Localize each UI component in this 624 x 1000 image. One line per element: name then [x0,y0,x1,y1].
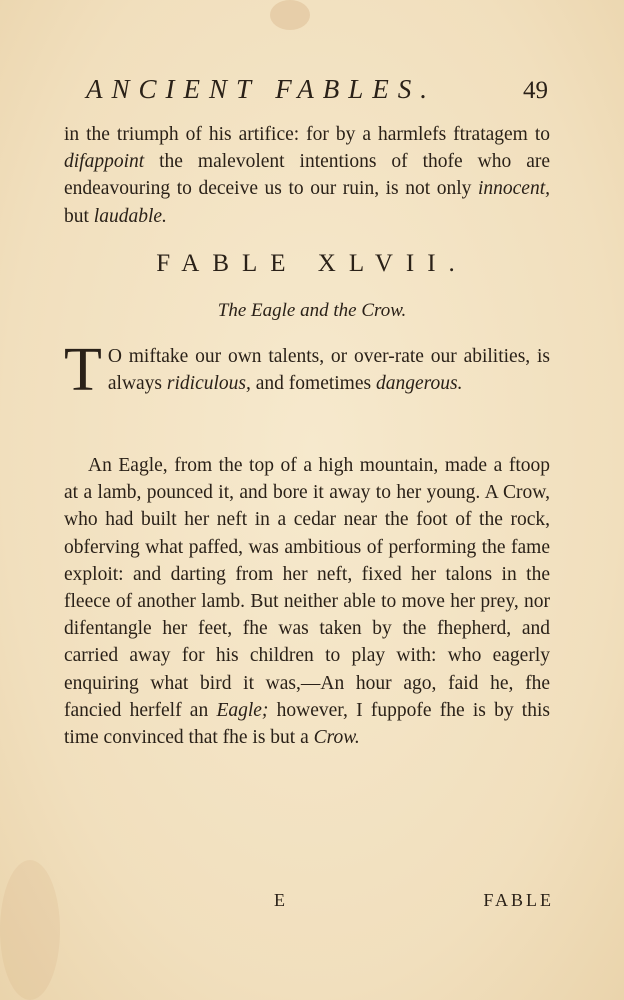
moral-text: and fometimes [250,373,376,395]
foxing-stain [0,860,60,1000]
page-number: 49 [523,77,548,104]
moral-paragraph [64,336,550,404]
fable-body [64,452,550,751]
intro-emphasis: innocent, [477,178,550,200]
signature-mark: E [274,890,285,910]
fable-number: FABLE XLVII. [156,250,468,277]
drop-cap: T [64,336,102,404]
body-emphasis: Crow. [313,727,360,749]
moral-emphasis: ridiculous, [166,373,251,395]
intro-emphasis: laudable. [93,205,167,227]
intro-paragraph [64,121,550,230]
running-head-title: ANCIENT FABLES. [86,74,437,104]
moral-text: O miftake our own talents, or over-rate our abilities, is always [107,346,550,395]
body-text: however, I fuppofe fhe is by this time convinced that fhe is but a [64,699,550,749]
intro-text: in the triumph of his artifice: for by a harmlefs ftratagem to [64,124,550,145]
body-emphasis: Eagle; [216,699,269,721]
catchword: FABLE [483,890,554,910]
foxing-stain [270,0,310,30]
body-text: An Eagle, from the top of a high mountain, made a ftoop at a lamb, pounced it, and bore it away to her young. A Crow, who had built her neft in a cedar near the foot of the rock, obferving what paffed, was ambitious of performing the fame exploit: and darting from her neft, fixed her talons in the fleece of another lamb. But neither able to move her prey, nor difentangle her feet, fhe was taken by the fhepherd, and carried away for his children to play with: who eagerly enquiring what bird it was,—An hour ago, faid he, fhe fancied herfelf an [64,455,550,721]
intro-text: but [64,205,94,227]
moral-emphasis: dangerous. [375,373,463,395]
intro-text: the malevolent intentions of thofe who are endeavouring to deceive us to our ruin, is not only [64,151,550,200]
fable-title: The Eagle and the Crow. [217,300,407,321]
running-head [86,74,548,105]
intro-emphasis: difappoint [64,151,145,173]
